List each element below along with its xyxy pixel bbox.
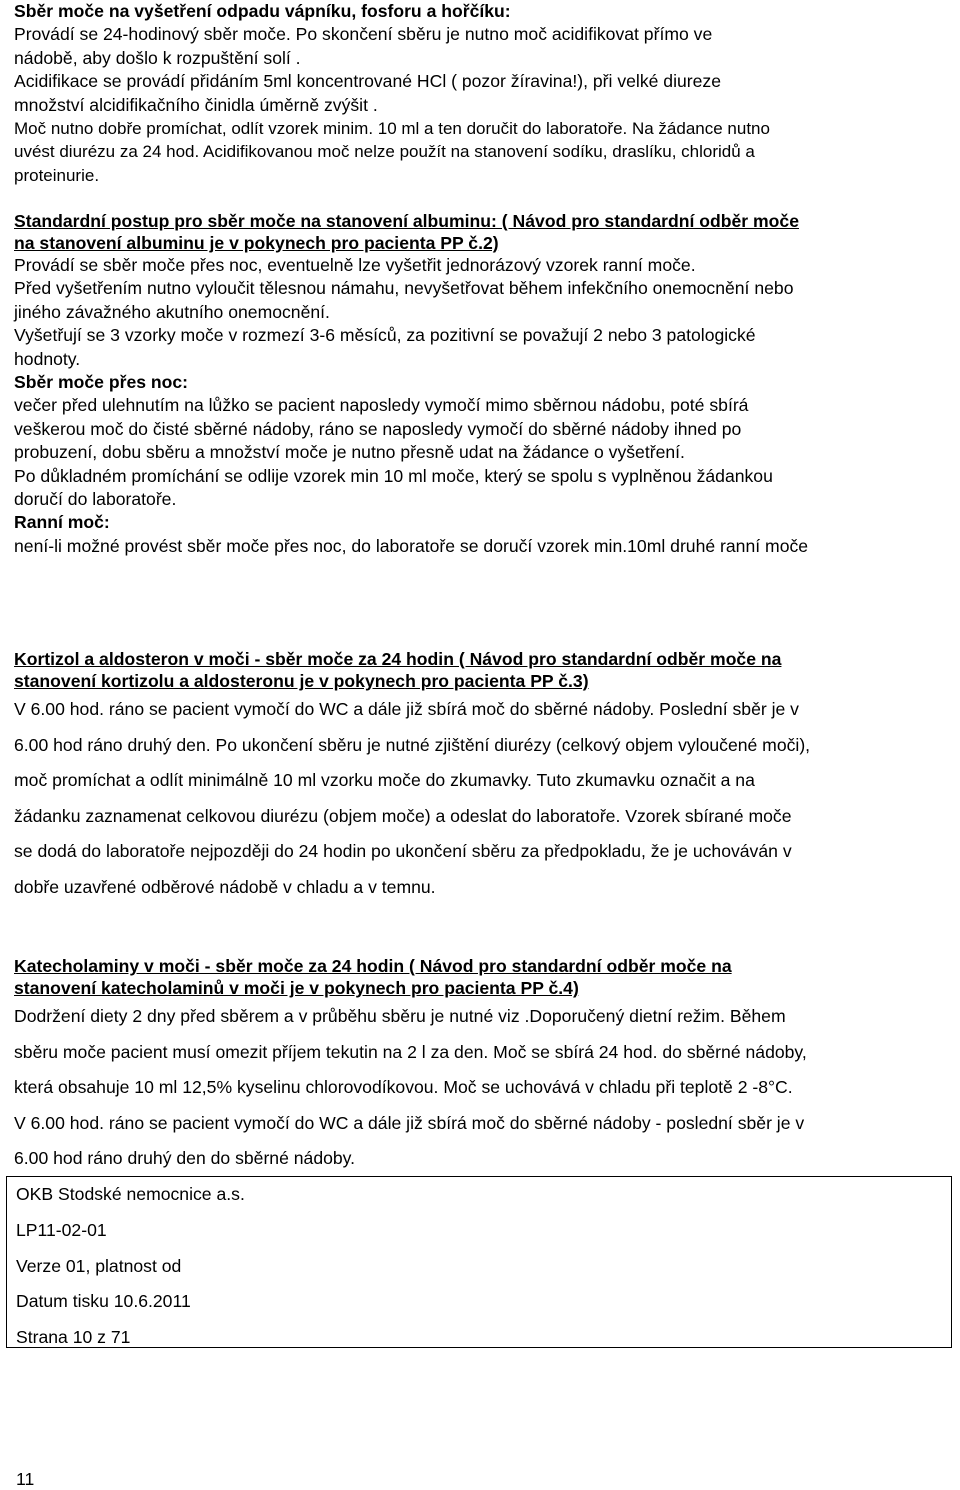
section-heading: stanovení kortizolu a aldosteronu je v pokynech pro pacienta PP č.3): [14, 671, 589, 691]
paragraph-line: jiného závažného akutního onemocnění.: [14, 301, 330, 322]
paragraph-line: množství alcidifikačního činidla úměrně zvýšit .: [14, 94, 378, 115]
paragraph-line: Dodržení diety 2 dny před sběrem a v průběhu sběru je nutné viz .Doporučený dietní režim. Během: [14, 1006, 786, 1026]
footer-document-code: LP11-02-01: [16, 1220, 107, 1240]
paragraph-line: doručí do laboratoře.: [14, 489, 177, 510]
footer-version: Verze 01, platnost od: [16, 1256, 182, 1276]
paragraph-line: V 6.00 hod. ráno se pacient vymočí do WC a dále již sbírá moč do sběrné nádoby - poslední sběr je v: [14, 1112, 805, 1133]
paragraph-line: Před vyšetřením nutno vyloučit tělesnou námahu, nevyšetřovat během infekčního onemocnění nebo: [14, 278, 794, 299]
section-cortisol-aldosterone: [14, 648, 934, 905]
section-heading: na stanovení albuminu je v pokynech pro pacienta PP č.2): [14, 233, 499, 253]
paragraph-line: Po důkladném promíchání se odlije vzorek min 10 ml moče, který se spolu s vyplněnou žádankou: [14, 465, 773, 486]
section-body: [14, 999, 934, 1177]
section-albumin: [14, 210, 934, 558]
paragraph-line: která obsahuje 10 ml 12,5% kyselinu chlorovodíkovou. Moč se uchovává v chladu při teplotě 2 -8°C.: [14, 1077, 793, 1097]
paragraph-line: večer před ulehnutím na lůžko se pacient naposledy vymočí mimo sběrnou nádobu, poté sbírá: [14, 395, 749, 416]
page-number: 11: [16, 1469, 35, 1489]
section-heading: Standardní postup pro sběr moče na stanovení albuminu: ( Návod pro standardní odběr moče: [14, 211, 799, 231]
paragraph-line: Moč nutno dobře promíchat, odlít vzorek minim. 10 ml a ten doručit do laboratoře. Na žádance nutno: [14, 119, 770, 139]
paragraph-line: sběru moče pacient musí omezit příjem tekutin na 2 l za den. Moč se sbírá 24 hod. do sběrné nádoby,: [14, 1041, 807, 1062]
paragraph-line: Acidifikace se provádí přidáním 5ml koncentrované HCl ( pozor žíravina!), při velké diureze: [14, 71, 721, 92]
paragraph-line: žádanku zaznamenat celkovou diurézu (objem moče) a odeslat do laboratoře. Vzorek sbírané moče: [14, 805, 792, 826]
section-catecholamines: [14, 955, 934, 1177]
paragraph-line: uvést diurézu za 24 hod. Acidifikovanou moč nelze použít na stanovení sodíku, draslíku, chloridů a: [14, 142, 755, 162]
paragraph-line: nádobě, aby došlo k rozpuštění solí .: [14, 47, 301, 68]
subheading-night-collection: Sběr moče přes noc:: [14, 372, 189, 393]
paragraph-line: probuzení, dobu sběru a množství moče je nutno přesně udat na žádance o vyšetření.: [14, 442, 685, 463]
paragraph-line: veškerou moč do čisté sběrné nádoby, ráno se naposledy vymočí do sběrné nádoby ihned po: [14, 418, 742, 439]
section-heading: Katecholaminy v moči - sběr moče za 24 hodin ( Návod pro standardní odběr moče na: [14, 956, 732, 976]
paragraph-line: není-li možné provést sběr moče přes noc, do laboratoře se doručí vzorek min.10ml druhé ranní moče: [14, 535, 809, 556]
paragraph-line: hodnoty.: [14, 348, 81, 369]
section-title: Sběr moče na vyšetření odpadu vápníku, fosforu a hořčíku:: [14, 1, 511, 21]
section-heading: Kortizol a aldosteron v moči - sběr moče za 24 hodin ( Návod pro standardní odběr moče na: [14, 649, 782, 669]
section-heading: stanovení katecholaminů v moči je v pokynech pro pacienta PP č.4): [14, 978, 579, 998]
section-calcium-phosphorus-magnesium: [14, 0, 934, 187]
section-body: [14, 692, 934, 905]
paragraph-line: dobře uzavřené odběrové nádobě v chladu a v temnu.: [14, 876, 436, 897]
paragraph-line: 6.00 hod ráno druhý den do sběrné nádoby.: [14, 1148, 356, 1168]
paragraph-line: Provádí se 24-hodinový sběr moče. Po skončení sběru je nutno moč acidifikovat přímo ve: [14, 24, 713, 45]
document-footer-box: [6, 1176, 952, 1348]
paragraph-line: proteinurie.: [14, 165, 100, 185]
subheading-morning-urine: Ranní moč:: [14, 512, 110, 533]
footer-page-count: Strana 10 z 71: [16, 1327, 131, 1347]
paragraph-line: se dodá do laboratoře nejpozději do 24 hodin po ukončení sběru za předpokladu, že je uchováván v: [14, 841, 792, 861]
paragraph-line: Vyšetřují se 3 vzorky moče v rozmezí 3-6 měsíců, za pozitivní se považují 2 nebo 3 patologické: [14, 325, 756, 346]
paragraph-line: moč promíchat a odlít minimálně 10 ml vzorku moče do zkumavky. Tuto zkumavku označit a na: [14, 770, 755, 790]
paragraph-line: 6.00 hod ráno druhý den. Po ukončení sběru je nutné zjištění diurézy (celkový objem vyloučené moči),: [14, 734, 811, 755]
footer-organization: OKB Stodské nemocnice a.s.: [16, 1184, 245, 1204]
paragraph-line: Provádí se sběr moče přes noc, eventuelně lze vyšetřit jednorázový vzorek ranní moče.: [14, 255, 696, 275]
paragraph-line: V 6.00 hod. ráno se pacient vymočí do WC a dále již sbírá moč do sběrné nádoby. Poslední sběr je v: [14, 699, 799, 719]
footer-print-date: Datum tisku 10.6.2011: [16, 1291, 191, 1311]
